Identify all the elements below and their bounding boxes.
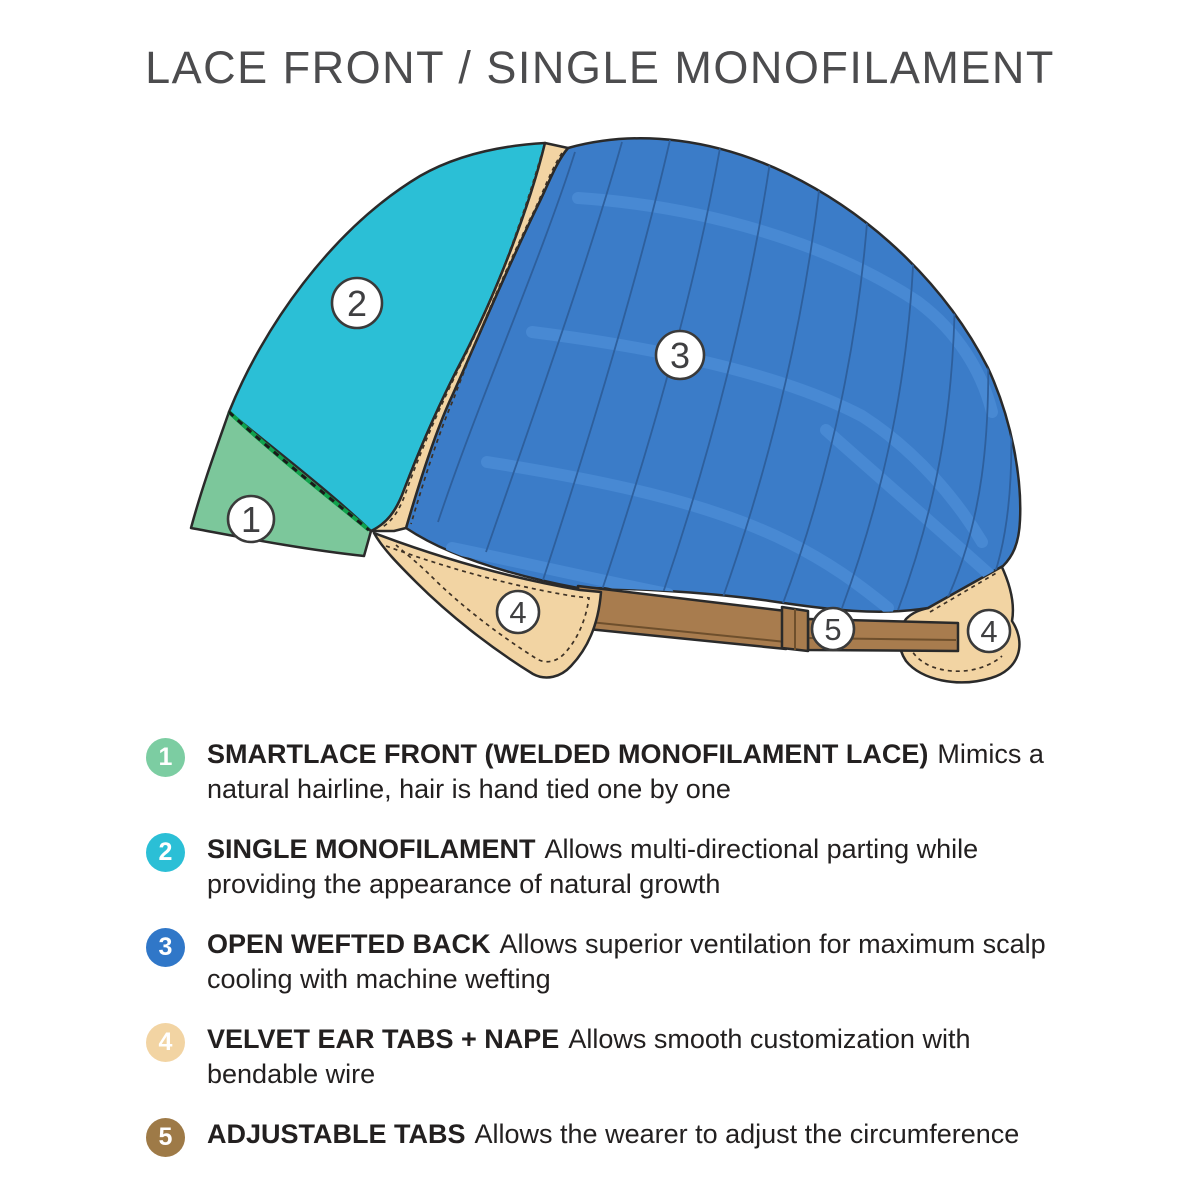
legend-badge-3: 3: [146, 928, 185, 967]
legend-desc-5: Allows the wearer to adjust the circumference: [474, 1119, 1020, 1149]
legend-desc-3: Allows superior ventilation for maximum scalp cooling with machine wefting: [207, 929, 1046, 994]
marker-3-label: 3: [669, 335, 691, 376]
legend-badge-1: 1: [146, 738, 185, 777]
legend-heading-1: SMARTLACE FRONT (WELDED MONOFILAMENT LACE): [207, 739, 929, 769]
marker-5: [812, 608, 854, 650]
legend-text-2: [207, 832, 1062, 902]
legend-desc-1: Mimics a natural hairline, hair is hand tied one by one: [207, 739, 1044, 804]
legend-desc-2: Allows multi-directional parting while providing the appearance of natural growth: [207, 834, 979, 899]
legend-row-single-monofilament: [146, 832, 1106, 902]
legend-badge-4: 4: [146, 1023, 185, 1062]
legend-desc-4: Allows smooth customization with bendable wire: [207, 1024, 971, 1089]
marker-1-label: 1: [240, 499, 262, 540]
marker-1: [228, 496, 274, 542]
marker-2-label: 2: [346, 283, 368, 324]
marker-3: [656, 331, 704, 379]
page-title: LACE FRONT / SINGLE MONOFILAMENT: [145, 42, 1055, 93]
legend-row-smartlace-front: [146, 737, 1106, 807]
legend-text-3: [207, 927, 1102, 997]
legend-text-5: [207, 1117, 1019, 1152]
legend-row-velvet-ear-tabs: [146, 1022, 1106, 1092]
marker-4-left-label: 4: [509, 595, 527, 630]
legend-badge-2: 2: [146, 833, 185, 872]
marker-2: [332, 278, 382, 328]
legend-heading-4: VELVET EAR TABS + NAPE: [207, 1024, 560, 1054]
legend-text-4: [207, 1022, 1032, 1092]
legend-heading-5: ADJUSTABLE TABS: [207, 1119, 466, 1149]
marker-5-label: 5: [824, 612, 842, 647]
marker-4-right: [968, 610, 1010, 652]
legend-heading-2: SINGLE MONOFILAMENT: [207, 834, 536, 864]
legend: [146, 737, 1106, 1157]
legend-badge-5: 5: [146, 1118, 185, 1157]
legend-text-1: [207, 737, 1087, 807]
legend-heading-3: OPEN WEFTED BACK: [207, 929, 491, 959]
marker-4-right-label: 4: [980, 614, 998, 649]
marker-4-left: [497, 591, 539, 633]
legend-row-adjustable-tabs: [146, 1117, 1106, 1157]
legend-row-open-wefted-back: [146, 927, 1106, 997]
